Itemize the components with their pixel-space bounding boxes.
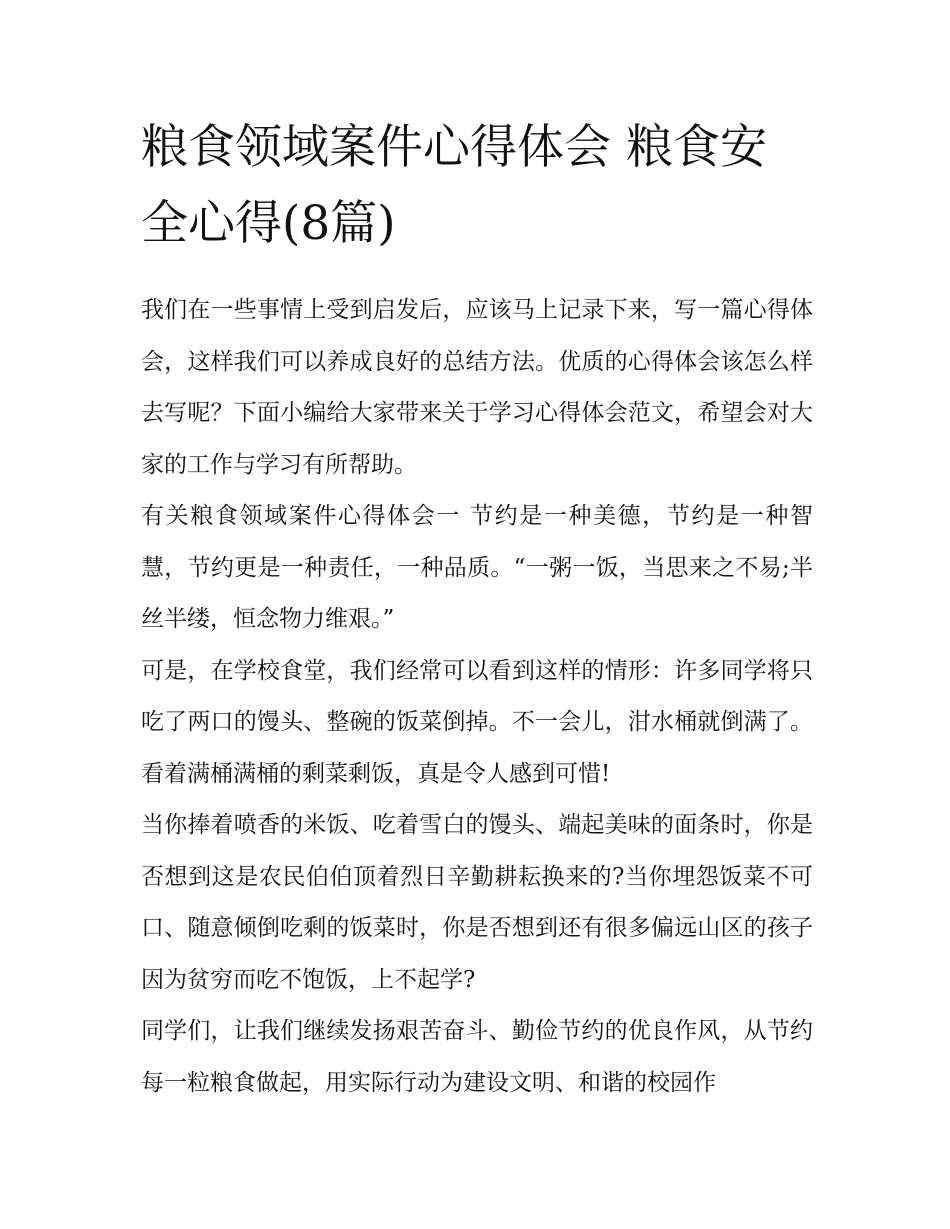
paragraph-5: 同学们，让我们继续发扬艰苦奋斗、勤俭节约的优良作风，从节约每一粒粮食做起，用实际行动为建设文明、和谐的校园作 [141,1018,813,1096]
paragraph-4: 当你捧着喷香的米饭、吃着雪白的馒头、端起美味的面条时，你是否想到这是农民伯伯顶着烈日辛勤耕耘换来的?当你埋怨饭菜不可口、随意倾倒吃剩的饭菜时，你是否想到还有很多偏远山区的孩子因为贫穷而吃不饱饭，上不起学? [141,812,813,993]
document-page [141,110,813,1109]
paragraph-2: 有关粮食领域案件心得体会一 节约是一种美德，节约是一种智慧，节约更是一种责任，一种品质。“一粥一饭，当思来之不易;半丝半缕，恒念物力维艰。” [141,503,813,632]
document-body [141,285,813,1109]
paragraph-3: 可是，在学校食堂，我们经常可以看到这样的情形：许多同学将只吃了两口的馒头、整碗的饭菜倒掉。不一会儿，泔水桶就倒满了。看着满桶满桶的剩菜剩饭，真是令人感到可惜! [141,657,813,787]
document-title: 粮食领域案件心得体会 粮食安全心得(8篇) [141,120,767,251]
paragraph-1: 我们在一些事情上受到启发后，应该马上记录下来，写一篇心得体会，这样我们可以养成良好的总结方法。优质的心得体会该怎么样去写呢？下面小编给大家带来关于学习心得体会范文，希望会对大家的工作与学习有所帮助。 [141,297,813,478]
